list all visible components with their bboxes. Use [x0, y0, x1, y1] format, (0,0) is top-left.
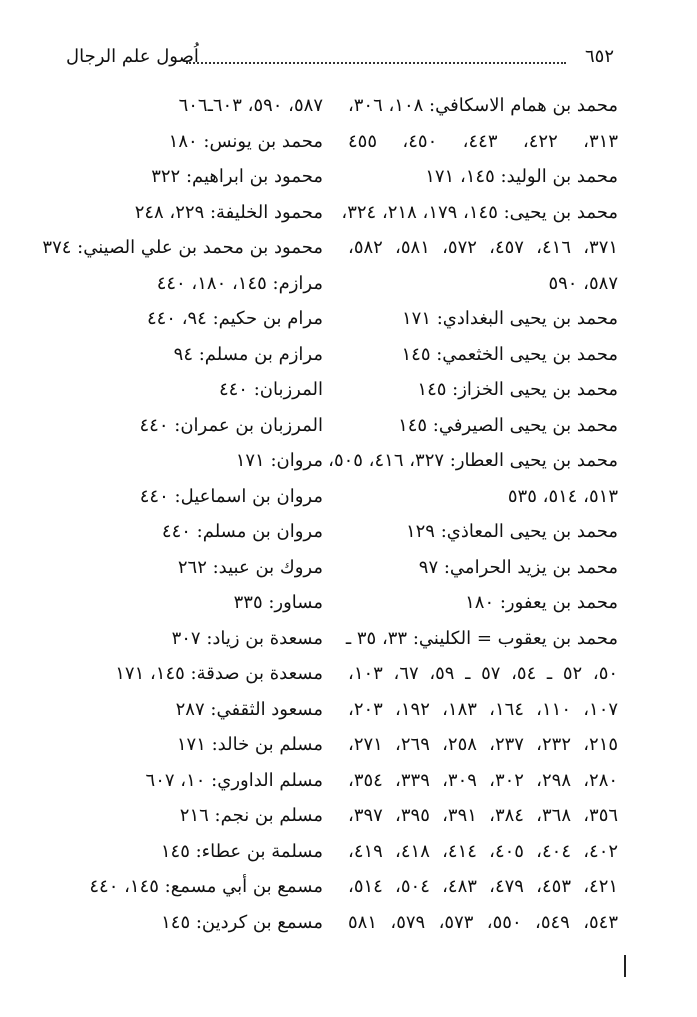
index-column-left — [42, 88, 323, 940]
index-entry: ٥٨٧، ٥٩٠ — [548, 272, 618, 294]
index-entry: محمد بن يحيى الخزاز: ١٤٥ — [417, 379, 618, 400]
index-entry: المرزبان: ٤٤٠ — [218, 379, 323, 400]
running-header — [66, 44, 614, 74]
index-entry: محمود بن ابراهيم: ٣٢٢ — [151, 166, 323, 187]
index-entry: محمد بن يحيى الخثعمي: ١٤٥ — [401, 343, 618, 365]
index-entry: مسعدة بن صدقة: ١٤٥، ١٧١ — [115, 663, 323, 684]
index-entry: مرازم: ١٤٥، ١٨٠، ٤٤٠ — [156, 272, 323, 294]
index-entry: محمد بن يحيى المعاذي: ١٢٩ — [405, 521, 618, 542]
index-entry: مرازم بن مسلم: ٩٤ — [173, 343, 323, 365]
index-entry: مروان: ١٧١ — [235, 450, 323, 471]
page-number: ٦٥٢ — [584, 46, 614, 67]
index-entry: مسلم بن خالد: ١٧١ — [176, 734, 323, 755]
book-title: اُصول علم الرجال — [66, 46, 199, 67]
index-entry: مرام بن حكيم: ٩٤، ٤٤٠ — [146, 308, 323, 329]
index-entry: محمد بن يعفور: ١٨٠ — [465, 592, 618, 613]
index-entry: محمود الخليفة: ٢٢٩، ٢٤٨ — [134, 201, 323, 223]
index-entry: ٥٨٧، ٥٩٠، ٦٠٣ـ٦٠٦ — [178, 95, 323, 116]
index-column-right — [328, 88, 619, 940]
index-entry: مسمع بن كردين: ١٤٥ — [161, 911, 323, 933]
header-dot-leader — [186, 62, 566, 64]
index-entry: مسلم الداوري: ١٠، ٦٠٧ — [145, 769, 323, 791]
index-entry: محمد بن يحيى العطار: ٣٢٧، ٤١٦، ٥٠٥، — [328, 450, 618, 471]
index-entry: مسعود الثقفي: ٢٨٧ — [175, 698, 323, 720]
index-entry: محمد بن يحيى البغدادي: ١٧١ — [401, 308, 618, 329]
index-entry: مروان بن اسماعيل: ٤٤٠ — [139, 485, 323, 507]
index-entry: ٢٨٠، ٢٩٨، ٣٠٢، ٣٠٩، ٣٣٩، ٣٥٤، — [348, 769, 619, 791]
index-entry: ٣٥٦، ٣٦٨، ٣٨٤، ٣٩١، ٣٩٥، ٣٩٧، — [348, 805, 619, 826]
index-entry: محمد بن همام الاسكافي: ١٠٨، ٣٠٦، — [347, 95, 618, 116]
index-entry: مروك بن عبيد: ٢٦٢ — [177, 556, 323, 578]
index-entry: مسمع بن أبي مسمع: ١٤٥، ٤٤٠ — [89, 876, 323, 897]
index-entry: مسلم بن نجم: ٢١٦ — [179, 805, 323, 826]
index-entry: ٤٠٢، ٤٠٤، ٤٠٥، ٤١٤، ٤١٨، ٤١٩، — [348, 840, 619, 862]
index-entry: ٤٢١، ٤٥٣، ٤٧٩، ٤٨٣، ٥٠٤، ٥١٤، — [348, 876, 619, 897]
index-entry: ٢١٥، ٢٣٢، ٢٣٧، ٢٥٨، ٢٦٩، ٢٧١، — [348, 734, 619, 755]
index-entry: ٥٠، ٥٢ ـ ٥٤، ٥٧ ـ ٥٩، ٦٧، ١٠٣، — [348, 663, 619, 684]
index-entry: محمد بن يعقوب = الكليني: ٣٣، ٣٥ ـ — [345, 627, 618, 649]
index-columns — [42, 88, 619, 948]
margin-mark — [624, 955, 626, 977]
index-entry: ٣٧١، ٤١٦، ٤٥٧، ٥٧٢، ٥٨١، ٥٨٢، — [348, 237, 619, 258]
index-entry: محمد بن يونس: ١٨٠ — [168, 130, 323, 152]
index-entry: مساور: ٣٣٥ — [233, 592, 323, 613]
index-entry: مروان بن مسلم: ٤٤٠ — [161, 521, 323, 542]
index-entry: مسلمة بن عطاء: ١٤٥ — [160, 840, 323, 862]
index-entry: مسعدة بن زياد: ٣٠٧ — [171, 627, 323, 649]
index-entry: محمد بن يزيد الحرامي: ٩٧ — [418, 556, 618, 578]
index-entry: المرزبان بن عمران: ٤٤٠ — [139, 414, 323, 436]
index-entry: ٥٤٣، ٥٤٩، ٥٥٠، ٥٧٣، ٥٧٩، ٥٨١ — [348, 911, 619, 933]
index-entry: ٥١٣، ٥١٤، ٥٣٥ — [507, 485, 618, 507]
index-entry: محمد بن يحيى: ١٤٥، ١٧٩، ٢١٨، ٣٢٤، — [341, 201, 618, 223]
index-entry: محمد بن الوليد: ١٤٥، ١٧١ — [425, 166, 618, 187]
index-entry: محمد بن يحيى الصيرفي: ١٤٥ — [398, 414, 618, 436]
index-entry: محمود بن محمد بن علي الصيني: ٣٧٤ — [42, 237, 323, 258]
index-entry: ١٠٧، ١١٠، ١٦٤، ١٨٣، ١٩٢، ٢٠٣، — [348, 698, 619, 720]
index-entry: ٣١٣، ٤٢٢، ٤٤٣، ٤٥٠، ٤٥٥ — [348, 130, 619, 152]
